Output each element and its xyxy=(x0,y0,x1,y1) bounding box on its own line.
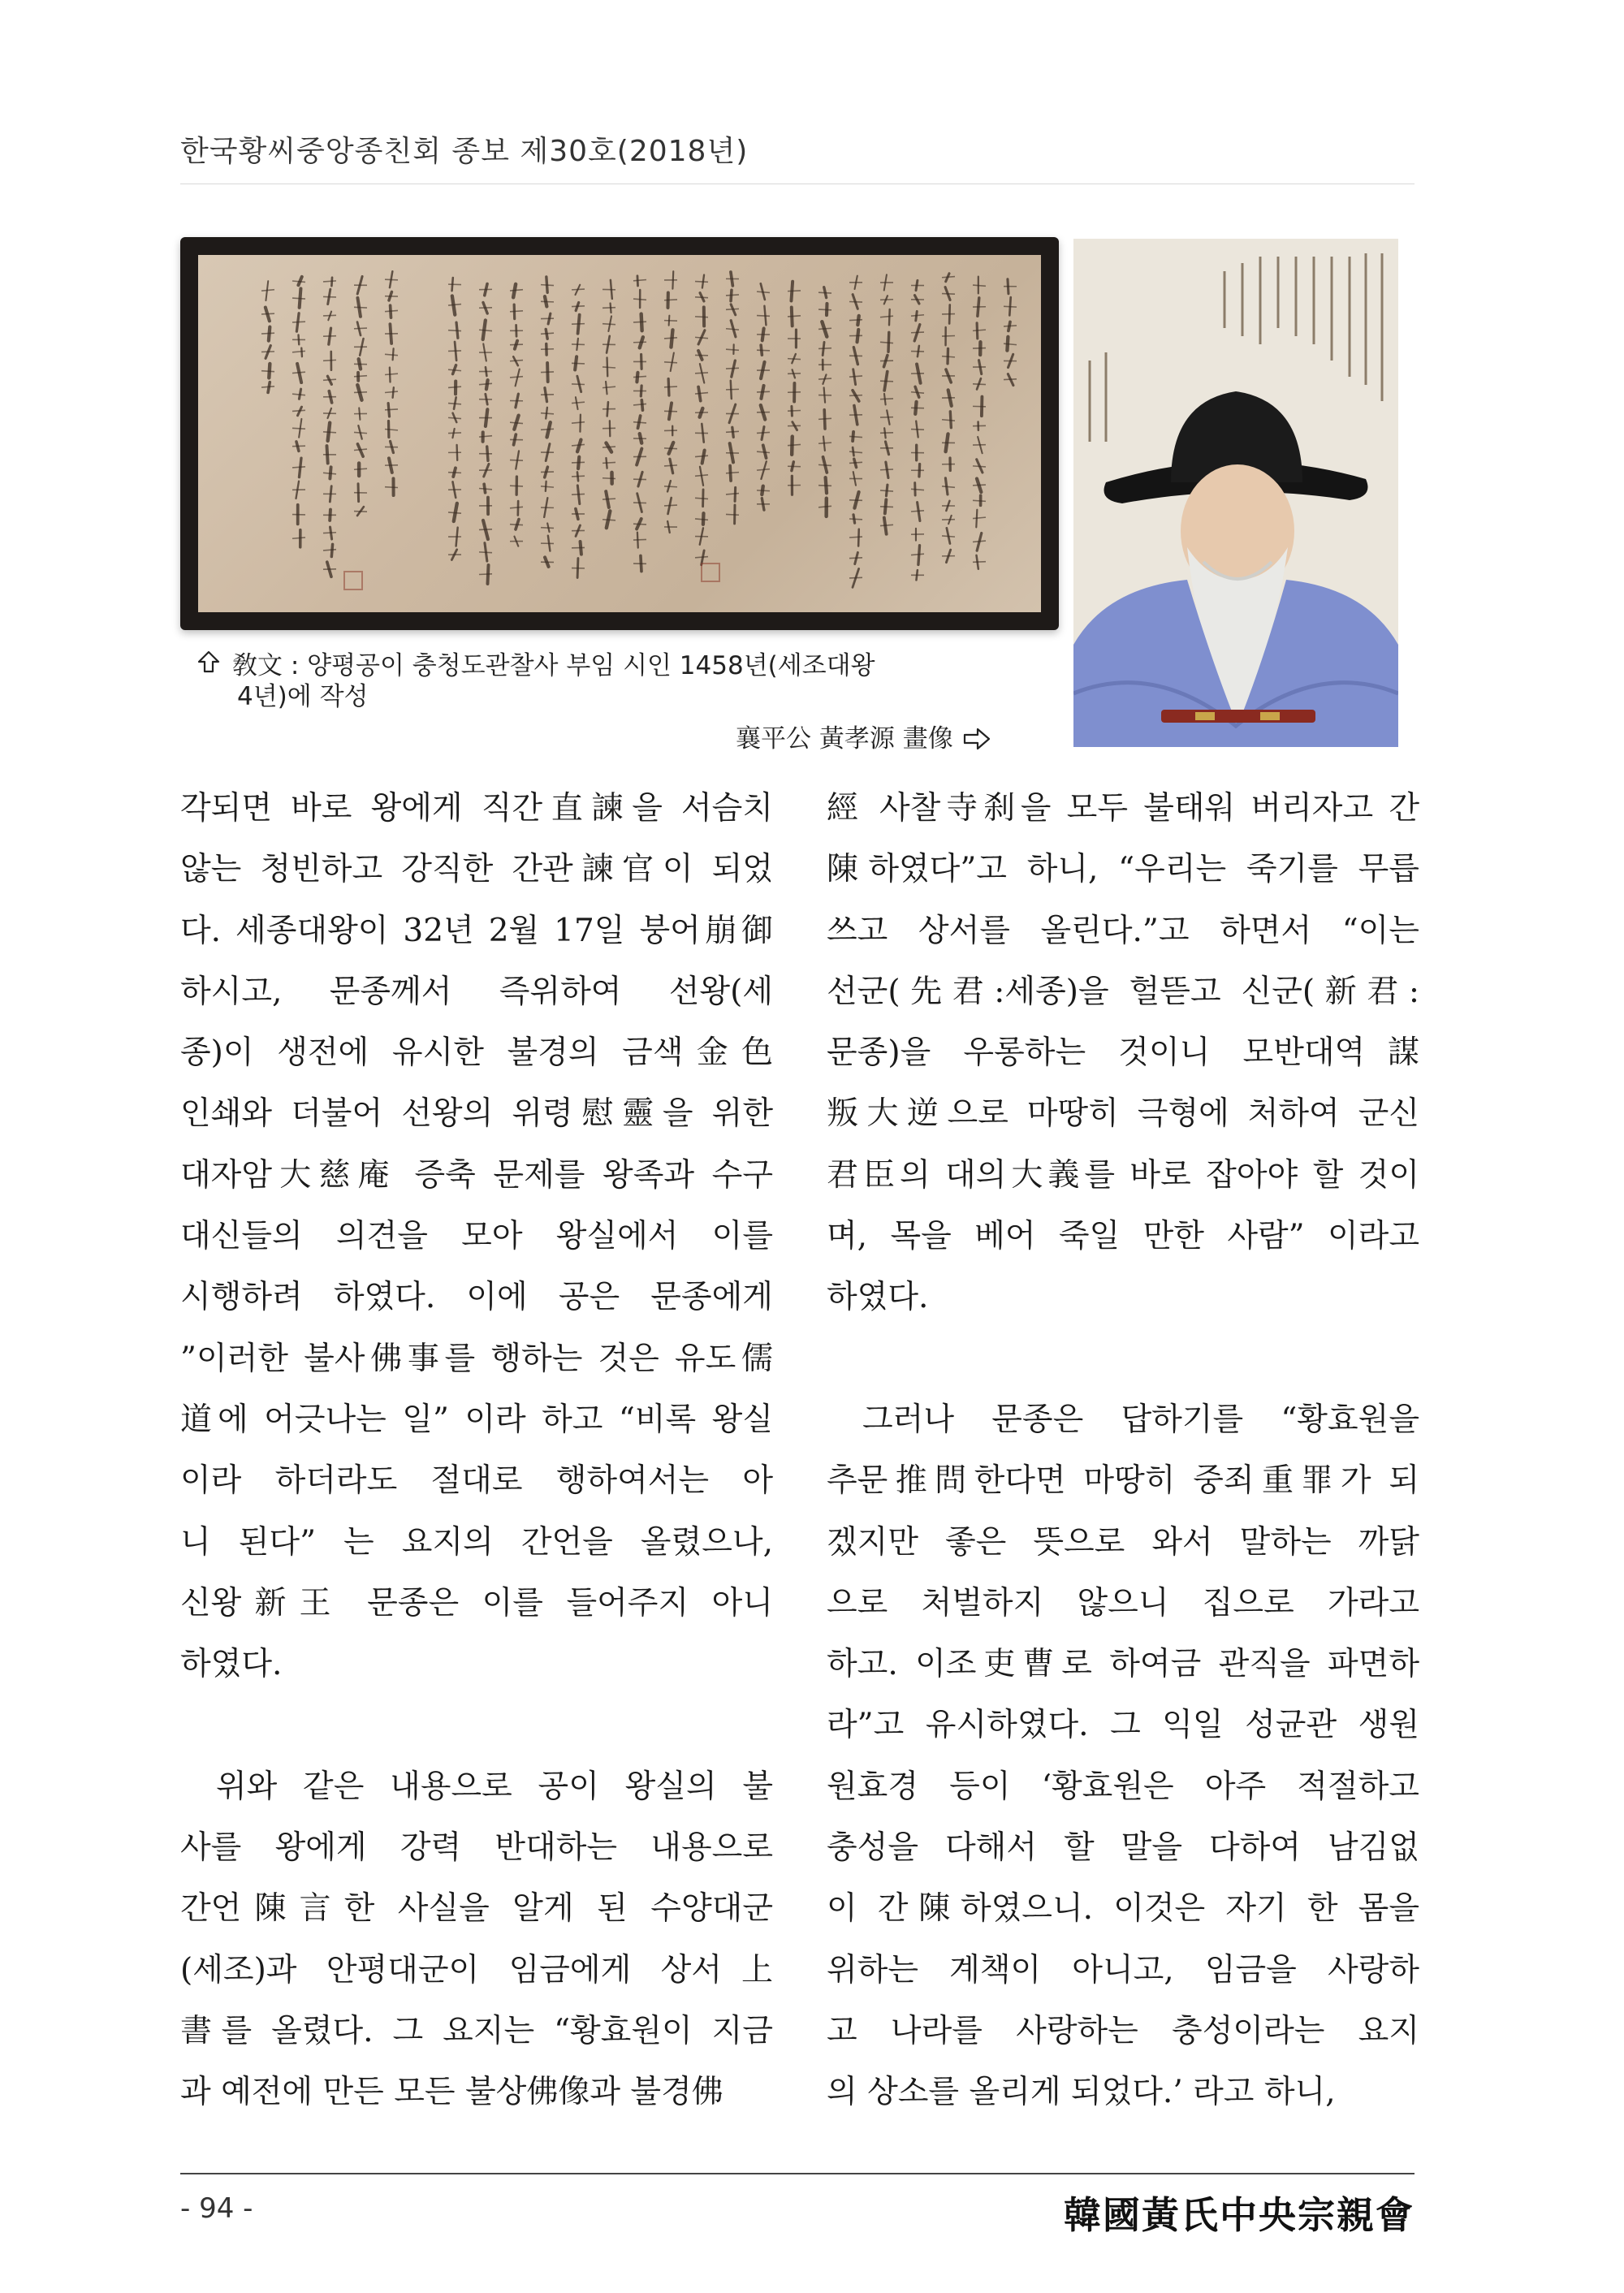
calligraphy-stroke xyxy=(603,324,615,325)
seal-mark xyxy=(344,572,362,589)
calligraphy-stroke xyxy=(323,379,336,380)
calligraphy-stroke xyxy=(633,539,646,540)
calligraphy-stroke xyxy=(479,489,492,490)
calligraphy-stroke xyxy=(541,413,554,414)
body-line: 대자암大慈庵 증축 문제를 왕족과 수구 xyxy=(180,1156,773,1194)
calligraphy-stroke xyxy=(448,369,461,370)
calligraphy-stroke xyxy=(479,552,492,553)
calligraphy-stroke xyxy=(292,428,305,429)
calligraphy-stroke xyxy=(849,395,862,396)
body-line: 않는 청빈하고 강직한 간관諫官이 되었 xyxy=(180,851,773,888)
portrait-illustration xyxy=(1073,239,1398,747)
body-line: 간언陳言한 사실을 알게 된 수양대군 xyxy=(180,1890,773,1928)
body-line: 陳하였다”고 하니, “우리는 죽기를 무릅 xyxy=(827,851,1419,888)
body-line: 君臣의 대의大義를 바로 잡아야 할 것이 xyxy=(827,1156,1419,1194)
calligraphy-stroke xyxy=(942,486,955,487)
calligraphy-stroke xyxy=(818,464,831,465)
calligraphy-stroke xyxy=(942,277,955,278)
calligraphy-stroke xyxy=(973,466,986,467)
body-line: 시행하려 하였다. 이에 공은 문종에게 xyxy=(180,1279,773,1316)
calligraphy-stroke xyxy=(633,299,646,300)
calligraphy-stroke xyxy=(735,487,736,501)
calligraphy-stroke xyxy=(572,324,585,325)
calligraphy-stroke xyxy=(323,360,336,361)
calligraphy-stroke xyxy=(695,498,708,499)
body-line: 라”고 유시하였다. 그 익일 성균관 생원 xyxy=(827,1707,1419,1744)
calligraphy-stroke xyxy=(849,577,862,578)
calligraphy-stroke xyxy=(292,394,305,395)
body-line: 쓰고 상서를 올린다.”고 하면서 “이는 xyxy=(827,912,1419,949)
body-line: 겠지만 좋은 뜻으로 와서 말하는 까닭 xyxy=(827,1523,1419,1561)
calligraphy-stroke xyxy=(323,315,336,316)
calligraphy-stroke xyxy=(448,433,461,434)
calligraphy-stroke xyxy=(757,490,770,491)
calligraphy-stroke xyxy=(572,462,585,463)
body-line: 종)이 생전에 유시한 불경의 금색金色 xyxy=(180,1034,773,1072)
calligraphy-stroke xyxy=(448,512,461,513)
calligraphy-stroke xyxy=(633,422,646,423)
calligraphy-stroke xyxy=(1004,306,1017,307)
body-line: 의 상소를 올리게 되었다.’ 라고 하니, xyxy=(827,2074,1336,2111)
calligraphy-stroke xyxy=(572,363,585,364)
calligraphy-stroke xyxy=(572,344,585,345)
body-line: 대신들의 의견을 모아 왕실에서 이를 xyxy=(180,1218,773,1255)
calligraphy-stroke xyxy=(1004,379,1017,380)
right-arrow-icon xyxy=(963,728,992,757)
body-line: 그러나 문종은 답하기를 “황효원을 xyxy=(862,1401,1419,1438)
calligraphy-stroke xyxy=(448,417,461,418)
calligraphy-stroke xyxy=(695,393,708,394)
body-line: 고 나라를 사랑하는 충성이라는 요지 xyxy=(827,2012,1419,2049)
body-line: 각되면 바로 왕에게 직간直諫을 서슴치 xyxy=(180,790,773,827)
body-line: 하고. 이조吏曹로 하여금 관직을 파면하 xyxy=(827,1646,1419,1683)
calligraphy-stroke xyxy=(385,429,398,430)
calligraphy-stroke xyxy=(354,392,367,393)
calligraphy-stroke xyxy=(726,389,739,390)
calligraphy-stroke xyxy=(354,376,367,377)
calligraphy-stroke xyxy=(973,348,986,349)
calligraphy-stroke xyxy=(849,376,862,377)
calligraphy-stroke xyxy=(788,316,801,317)
calligraphy-stroke xyxy=(572,444,585,445)
calligraphy-stroke xyxy=(633,279,646,280)
calligraphy-stroke xyxy=(510,422,523,423)
calligraphy-stroke xyxy=(393,387,394,398)
calligraphy-stroke xyxy=(572,476,585,477)
calligraphy-stroke xyxy=(541,528,554,529)
calligraphy-stroke xyxy=(664,338,677,339)
organization-name: 韓國黃氏中央宗親會 xyxy=(1064,2193,1415,2237)
calligraphy-stroke xyxy=(541,429,554,430)
calligraphy-stroke xyxy=(385,391,398,392)
calligraphy-stroke xyxy=(572,422,585,423)
calligraphy-stroke xyxy=(880,490,893,491)
body-line xyxy=(180,1695,773,1755)
body-line: 신왕新王 문종은 이를 들어주지 아니 xyxy=(180,1584,773,1622)
calligraphy-stroke xyxy=(261,386,274,387)
calligraphy-stroke xyxy=(510,290,523,291)
calligraphy-stroke xyxy=(664,505,677,506)
calligraphy-stroke xyxy=(726,368,739,369)
body-line: 道에 어긋나는 일” 이라 하고 “비록 왕실 xyxy=(180,1401,773,1438)
calligraphy-stroke xyxy=(911,554,924,555)
body-line: 니 된다” 는 요지의 간언을 올렸으나, xyxy=(180,1523,773,1561)
calligraphy-stroke xyxy=(889,309,890,325)
calligraphy-stroke xyxy=(880,469,893,470)
calligraphy-stroke xyxy=(323,432,336,433)
body-line: 書를 올렸다. 그 요지는 “황효원이 지금 xyxy=(180,2012,773,2049)
calligraphy-stroke xyxy=(911,392,924,393)
calligraphy-stroke xyxy=(510,377,523,378)
calligraphy-stroke xyxy=(818,328,831,329)
body-line: 하시고, 문종께서 즉위하여 선왕(세 xyxy=(180,973,773,1010)
calligraphy-stroke xyxy=(603,462,615,463)
calligraphy-stroke xyxy=(973,541,986,542)
calligraphy-stroke xyxy=(479,529,492,530)
body-line: ”이러한 불사佛事를 행하는 것은 유도儒 xyxy=(180,1340,773,1377)
calligraphy-stroke xyxy=(880,316,893,317)
calligraphy-stroke xyxy=(292,467,305,468)
portrait-image xyxy=(1073,239,1398,747)
calligraphy-stroke xyxy=(757,391,770,392)
calligraphy-stroke xyxy=(942,420,955,421)
calligraphy-stroke xyxy=(973,500,986,501)
body-line: 으로 처벌하지 않으니 집으로 가라고 xyxy=(827,1584,1419,1622)
calligraphy-stroke xyxy=(664,386,677,387)
body-line: 인쇄와 더불어 선왕의 위령慰靈을 위한 xyxy=(180,1095,773,1133)
portrait-caption xyxy=(736,718,992,757)
body-line: 사를 왕에게 강력 반대하는 내용으로 xyxy=(180,1829,773,1867)
calligraphy-stroke xyxy=(1004,343,1017,344)
calligraphy-strokes xyxy=(198,255,1041,612)
body-column-right xyxy=(827,778,1419,2123)
calligraphy-stroke xyxy=(942,356,955,357)
calligraphy-stroke xyxy=(757,451,770,452)
calligraphy-stroke xyxy=(572,306,585,307)
calligraphy-stroke xyxy=(695,557,708,558)
calligraphy-stroke xyxy=(292,410,305,411)
calligraphy-stroke xyxy=(301,348,302,357)
calligraphy-stroke xyxy=(695,475,708,476)
calligraphy-stroke xyxy=(385,310,398,311)
body-line: 선군(先君:세종)을 헐뜯고 신군(新君: xyxy=(827,973,1419,1010)
body-column-left xyxy=(180,778,773,2123)
calligraphy-stroke xyxy=(818,309,831,310)
body-line: 위하는 계책이 아니고, 임금을 사랑하 xyxy=(827,1951,1419,1989)
calligraphy-stroke xyxy=(385,487,398,488)
calligraphy-stroke xyxy=(942,294,955,295)
calligraphy-stroke xyxy=(757,291,770,292)
body-line: 하였다. xyxy=(180,1646,283,1683)
calligraphy-stroke xyxy=(695,519,708,520)
calligraphy-stroke xyxy=(479,574,492,575)
royal-document-photo xyxy=(180,237,1059,630)
calligraphy-paper xyxy=(198,255,1041,612)
calligraphy-stroke xyxy=(818,506,831,507)
calligraphy-stroke xyxy=(849,519,862,520)
calligraphy-stroke xyxy=(479,436,492,437)
calligraphy-stroke xyxy=(973,562,986,563)
calligraphy-stroke xyxy=(880,433,893,434)
calligraphy-stroke xyxy=(911,315,924,316)
body-line: (세조)과 안평대군이 임금에게 상서上 xyxy=(180,1951,773,1989)
calligraphy-stroke xyxy=(385,409,398,410)
body-line: 며, 목을 베어 죽일 만한 사람” 이라고 xyxy=(827,1218,1419,1255)
calligraphy-stroke xyxy=(726,349,739,350)
calligraphy-stroke xyxy=(973,485,986,486)
calligraphy-stroke xyxy=(664,362,677,363)
calligraphy-stroke xyxy=(880,342,893,343)
calligraphy-stroke xyxy=(448,330,461,331)
calligraphy-stroke xyxy=(323,296,336,297)
calligraphy-stroke xyxy=(292,372,305,373)
calligraphy-stroke xyxy=(973,517,986,518)
calligraphy-stroke xyxy=(911,332,924,333)
calligraphy-stroke xyxy=(849,436,862,437)
calligraphy-stroke xyxy=(510,311,523,312)
calligraphy-stroke xyxy=(849,451,862,452)
calligraphy-stroke xyxy=(818,348,831,349)
calligraphy-stroke xyxy=(942,336,955,337)
calligraphy-stroke xyxy=(664,465,677,466)
calligraphy-stroke xyxy=(818,292,831,293)
calligraphy-stroke xyxy=(354,328,367,329)
calligraphy-stroke xyxy=(541,372,554,373)
calligraphy-stroke xyxy=(261,290,274,291)
calligraphy-stroke xyxy=(603,478,615,479)
calligraphy-stroke xyxy=(788,359,801,360)
calligraphy-stroke xyxy=(603,386,615,387)
body-line: 하였다. xyxy=(827,1279,929,1316)
calligraphy-stroke xyxy=(633,342,646,343)
calligraphy-stroke xyxy=(942,536,955,537)
calligraphy-stroke xyxy=(292,298,305,299)
calligraphy-stroke xyxy=(572,402,585,403)
calligraphy-stroke xyxy=(664,448,677,449)
calligraphy-stroke xyxy=(541,285,554,286)
calligraphy-stroke xyxy=(973,384,986,385)
calligraphy-stroke xyxy=(911,511,924,512)
body-line: 經 사찰寺刹을 모두 불태워 버리자고 간 xyxy=(827,790,1419,827)
calligraphy-stroke xyxy=(849,537,862,538)
calligraphy-stroke xyxy=(292,281,305,282)
calligraphy-stroke xyxy=(726,514,739,515)
calligraphy-stroke xyxy=(354,449,367,450)
calligraphy-stroke xyxy=(757,469,770,470)
calligraphy-stroke xyxy=(448,304,461,305)
calligraphy-stroke xyxy=(849,320,862,321)
calligraphy-stroke xyxy=(726,431,739,432)
body-line xyxy=(827,1328,1419,1389)
calligraphy-stroke xyxy=(703,513,704,525)
calligraphy-stroke xyxy=(880,381,893,382)
body-line: 과 예전에 만든 모든 불상佛像과 불경佛 xyxy=(180,2074,723,2111)
calligraphy-stroke xyxy=(695,282,708,283)
calligraphy-stroke xyxy=(572,289,585,290)
calligraphy-stroke xyxy=(541,349,554,350)
calligraphy-stroke xyxy=(572,384,585,385)
portrait-caption-text: 襄平公 黃孝源 畫像 xyxy=(736,724,953,754)
calligraphy-stroke xyxy=(541,333,554,334)
calligraphy-stroke xyxy=(788,444,801,445)
calligraphy-stroke xyxy=(541,486,554,487)
calligraphy-stroke xyxy=(323,550,336,551)
calligraphy-stroke xyxy=(633,524,646,525)
calligraphy-stroke xyxy=(849,462,862,463)
calligraphy-stroke xyxy=(479,383,492,384)
document-caption xyxy=(197,650,1073,712)
body-line: 위와 같은 내용으로 공이 왕실의 불 xyxy=(216,1768,773,1805)
calligraphy-stroke xyxy=(292,351,305,352)
calligraphy-stroke xyxy=(323,281,336,282)
calligraphy-stroke xyxy=(757,432,770,433)
calligraphy-stroke xyxy=(695,337,708,338)
up-arrow-icon xyxy=(197,650,224,681)
calligraphy-stroke xyxy=(261,371,274,372)
body-line: 충성을 다해서 할 말을 다하여 남김없 xyxy=(827,1829,1419,1867)
calligraphy-stroke xyxy=(664,321,677,322)
publication-title: 한국황씨중앙종친회 종보 제30호(2018년) xyxy=(180,135,749,168)
calligraphy-stroke xyxy=(261,313,274,314)
calligraphy-stroke xyxy=(950,412,951,428)
footer-divider xyxy=(180,2173,1415,2174)
body-line: 원효경 등이 ‘황효원은 아주 적절하고 xyxy=(827,1768,1419,1805)
calligraphy-stroke xyxy=(385,354,398,355)
seal-mark xyxy=(702,564,719,581)
calligraphy-stroke xyxy=(603,367,615,368)
page-number: - 94 - xyxy=(180,2192,253,2225)
calligraphy-stroke xyxy=(385,279,398,280)
calligraphy-stroke xyxy=(849,558,862,559)
body-line: 叛大逆으로 마땅히 극형에 처하여 군신 xyxy=(827,1095,1419,1133)
body-line: 문종)을 우롱하는 것이니 모반대역謀 xyxy=(827,1034,1419,1072)
calligraphy-stroke xyxy=(911,489,924,490)
calligraphy-stroke xyxy=(541,301,554,302)
calligraphy-stroke xyxy=(726,295,739,296)
calligraphy-stroke xyxy=(726,329,739,330)
calligraphy-stroke xyxy=(757,350,770,351)
body-line: 다. 세종대왕이 32년 2월 17일 붕어崩御 xyxy=(180,912,773,949)
calligraphy-stroke xyxy=(603,308,615,309)
calligraphy-stroke xyxy=(261,333,274,334)
calligraphy-stroke xyxy=(633,376,646,377)
calligraphy-stroke xyxy=(354,307,367,308)
document-caption-line1: 敎文 : 양평공이 충청도관찰사 부임 시인 1458년(세조대왕 xyxy=(232,651,875,680)
calligraphy-stroke xyxy=(695,297,708,298)
calligraphy-stroke xyxy=(849,301,862,302)
calligraphy-stroke xyxy=(393,348,394,360)
body-line: 이라 하더라도 절대로 행하여서는 아 xyxy=(180,1462,773,1500)
calligraphy-stroke xyxy=(818,418,831,419)
document-caption-line2: 4년)에 작성 xyxy=(237,682,369,711)
calligraphy-stroke xyxy=(818,378,831,379)
calligraphy-stroke xyxy=(757,316,770,317)
calligraphy-stroke xyxy=(788,410,801,411)
calligraphy-stroke xyxy=(448,386,461,387)
calligraphy-stroke xyxy=(973,285,986,286)
calligraphy-stroke xyxy=(354,432,367,433)
calligraphy-stroke xyxy=(510,460,523,461)
calligraphy-stroke xyxy=(695,373,708,374)
body-line: 추문推問한다면 마땅히 중죄重罪가 되 xyxy=(827,1462,1419,1500)
calligraphy-stroke xyxy=(486,380,488,389)
calligraphy-stroke xyxy=(664,486,677,487)
body-line: 이 간陳하였으니. 이것은 자기 한 몸을 xyxy=(827,1890,1419,1928)
calligraphy-stroke xyxy=(641,400,642,411)
